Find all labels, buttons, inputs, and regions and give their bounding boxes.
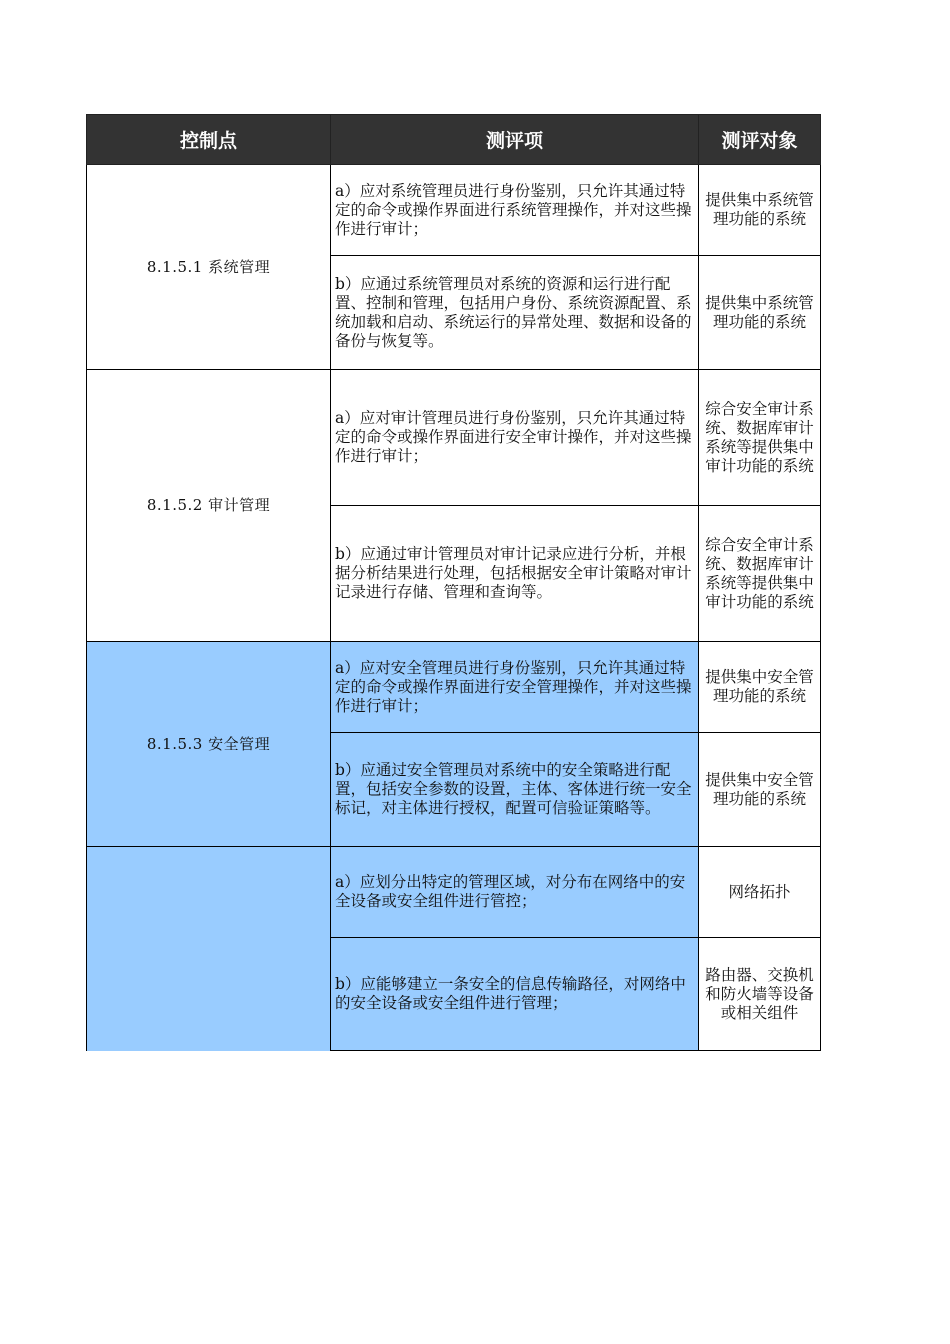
header-assessment-object: 测评对象 [699, 115, 821, 165]
assessment-item-cell: b）应通过审计管理员对审计记录应进行分析，并根据分析结果进行处理，包括根据安全审计策略对审计记录进行存储、管理和查询等。 [331, 506, 699, 642]
control-point-cell: 8.1.5.2 审计管理 [87, 370, 331, 642]
table-row [87, 642, 821, 733]
table-row [87, 165, 821, 256]
assessment-object-cell: 提供集中系统管理功能的系统 [699, 256, 821, 370]
assessment-item-cell: a）应对审计管理员进行身份鉴别，只允许其通过特定的命令或操作界面进行安全审计操作，并对这些操作进行审计； [331, 370, 699, 506]
header-row [87, 115, 821, 165]
assessment-object-cell: 路由器、交换机和防火墙等设备或相关组件 [699, 938, 821, 1051]
control-point-cell [87, 847, 331, 1051]
control-point-cell: 8.1.5.3 安全管理 [87, 642, 331, 847]
assessment-object-cell: 提供集中安全管理功能的系统 [699, 733, 821, 847]
assessment-object-cell: 综合安全审计系统、数据库审计系统等提供集中审计功能的系统 [699, 506, 821, 642]
assessment-object-cell: 提供集中系统管理功能的系统 [699, 165, 821, 256]
table-row [87, 847, 821, 938]
assessment-item-cell: a）应对安全管理员进行身份鉴别，只允许其通过特定的命令或操作界面进行安全管理操作，并对这些操作进行审计； [331, 642, 699, 733]
assessment-object-cell: 网络拓扑 [699, 847, 821, 938]
table-row [87, 370, 821, 506]
assessment-object-cell: 综合安全审计系统、数据库审计系统等提供集中审计功能的系统 [699, 370, 821, 506]
assessment-item-cell: a）应划分出特定的管理区域，对分布在网络中的安全设备或安全组件进行管控； [331, 847, 699, 938]
assessment-object-cell: 提供集中安全管理功能的系统 [699, 642, 821, 733]
assessment-item-cell: b）应通过系统管理员对系统的资源和运行进行配置、控制和管理，包括用户身份、系统资源配置、系统加载和启动、系统运行的异常处理、数据和设备的备份与恢复等。 [331, 256, 699, 370]
control-point-cell: 8.1.5.1 系统管理 [87, 165, 331, 370]
assessment-item-cell: b）应能够建立一条安全的信息传输路径，对网络中的安全设备或安全组件进行管理； [331, 938, 699, 1051]
assessment-item-cell: b）应通过安全管理员对系统中的安全策略进行配置，包括安全参数的设置，主体、客体进行统一安全标记，对主体进行授权，配置可信验证策略等。 [331, 733, 699, 847]
assessment-item-cell: a）应对系统管理员进行身份鉴别，只允许其通过特定的命令或操作界面进行系统管理操作，并对这些操作进行审计； [331, 165, 699, 256]
header-control-point: 控制点 [87, 115, 331, 165]
header-assessment-item: 测评项 [331, 115, 699, 165]
assessment-table [86, 114, 821, 1051]
